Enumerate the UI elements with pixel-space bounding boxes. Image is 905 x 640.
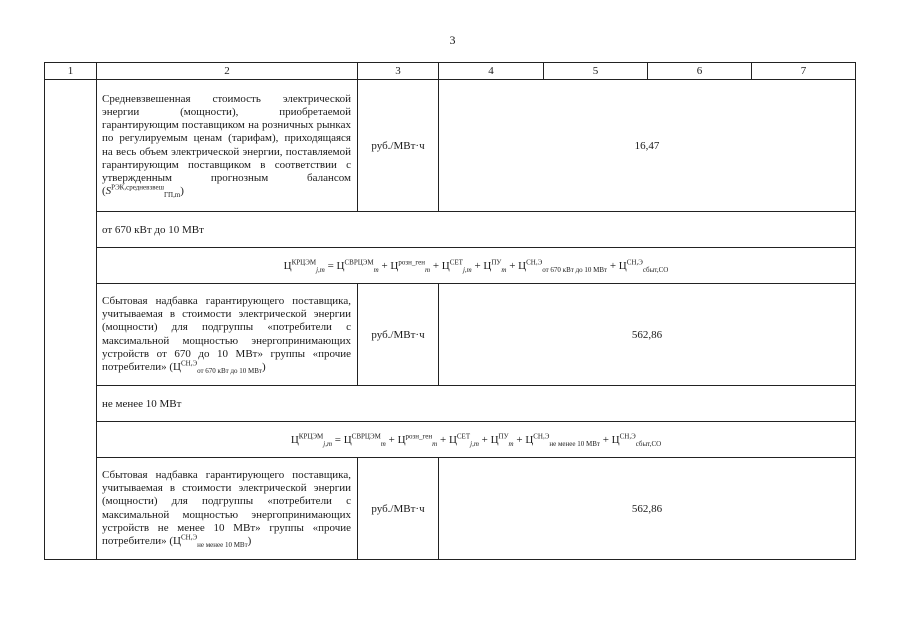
header-row bbox=[45, 63, 856, 80]
tariff-table bbox=[44, 62, 856, 560]
table-row bbox=[45, 80, 856, 212]
formula: $Ц^{КРЦЭМ}_{j,m} = Ц^{СВРЦЭМ}_m + Ц^{розн\_ген}_m + Ц^{СЕТ}_{j,m} + Ц^{ПУ}_m + Ц^{СН,Э}_{от 670 кВт до 10 МВт} + Ц^{СН,Э}_{сбыт,СО}$ bbox=[97, 248, 856, 284]
description-text: Сбытовая надбавка гарантирующего поставщика, учитываемая в стоимости электрической энергии (мощности) для подгруппы «потребители с максимальной мощностью энергопринимающих устройств от 670 до 10 МВт» группы «прочие потребители» bbox=[102, 294, 351, 373]
group-label: не менее 10 МВт bbox=[97, 386, 856, 422]
description-text: Сбытовая надбавка гарантирующего поставщика, учитываемая в стоимости электрической энергии (мощности) для подгруппы «потребители с максимальной мощностью энергопринимающих устройств не менее 10 МВт» группы «прочие потребители» bbox=[102, 468, 351, 547]
header-cell-2: 2 bbox=[97, 63, 358, 80]
unit-cell: руб./МВт·ч bbox=[358, 458, 439, 560]
description-cell: Сбытовая надбавка гарантирующего поставщика, учитываемая в стоимости электрической энергии (мощности) для подгруппы «потребители с максимальной мощностью энергопринимающих устройств от 670 до 10 МВт» группы «прочие потребители» $(Ц^{СН,Э}_{от 670 кВт до 10 МВт})$ bbox=[97, 284, 358, 386]
header-cell-3: 3 bbox=[358, 63, 439, 80]
symbol-sup: РЭК,средневзвеш bbox=[111, 183, 164, 192]
group-label: от 670 кВт до 10 МВт bbox=[97, 212, 856, 248]
unit-cell: руб./МВт·ч bbox=[358, 80, 439, 212]
header-cell-5: 5 bbox=[544, 63, 648, 80]
header-cell-7: 7 bbox=[752, 63, 856, 80]
header-cell-6: 6 bbox=[648, 63, 752, 80]
table-row bbox=[45, 458, 856, 560]
formula-row bbox=[45, 422, 856, 458]
value-cell: 562,86 bbox=[439, 458, 856, 560]
symbol-sup: СН,Э bbox=[180, 533, 198, 542]
header-cell-4: 4 bbox=[439, 63, 544, 80]
group-label-row bbox=[45, 386, 856, 422]
description-cell: Средневзвешенная стоимость электрической энергии (мощности), приобретаемой гарантирующим поставщиком на розничных рынках по регулируемым ценам (тарифам), приходящаяся на весь объем электрической энергии, поставляемой гарантирующим поставщиком в соответствии с утвержденным прогнозным балансом $(S^{РЭК,средневзвеш}_{ГП,m})$ bbox=[97, 80, 358, 212]
unit-cell: руб./МВт·ч bbox=[358, 284, 439, 386]
number-cell bbox=[45, 80, 97, 560]
header-cell-1: 1 bbox=[45, 63, 97, 80]
group-label-row bbox=[45, 212, 856, 248]
symbol-sup: СН,Э bbox=[180, 359, 198, 368]
formula-row bbox=[45, 248, 856, 284]
description-cell: Сбытовая надбавка гарантирующего поставщика, учитываемая в стоимости электрической энергии (мощности) для подгруппы «потребители с максимальной мощностью энергопринимающих устройств не менее 10 МВт» группы «прочие потребители» $(Ц^{СН,Э}_{не менее 10 МВт})$ bbox=[97, 458, 358, 560]
description-text: Средневзвешенная стоимость электрической энергии (мощности), приобретаемой гарантирующим поставщиком на розничных рынках по регулируемым ценам (тарифам), приходящаяся на весь объем электрической энергии, поставляемой гарантирующим поставщиком в соответствии с утвержденным прогнозным балансом bbox=[102, 92, 351, 184]
value-cell: 16,47 bbox=[439, 80, 856, 212]
symbol-sub: не менее 10 МВт bbox=[197, 541, 248, 550]
symbol-sub: от 670 кВт до 10 МВт bbox=[197, 367, 262, 376]
page-number: 3 bbox=[449, 33, 456, 47]
value-cell: 562,86 bbox=[439, 284, 856, 386]
symbol: S bbox=[105, 185, 112, 198]
formula: $Ц^{КРЦЭМ}_{j,m} = Ц^{СВРЦЭМ}_m + Ц^{розн\_ген}_m + Ц^{СЕТ}_{j,m} + Ц^{ПУ}_m + Ц^{СН,Э}_{не менее 10 МВт} + Ц^{СН,Э}_{сбыт,СО}$ bbox=[97, 422, 856, 458]
symbol-sub: ГП,m bbox=[163, 191, 181, 200]
table-row bbox=[45, 284, 856, 386]
